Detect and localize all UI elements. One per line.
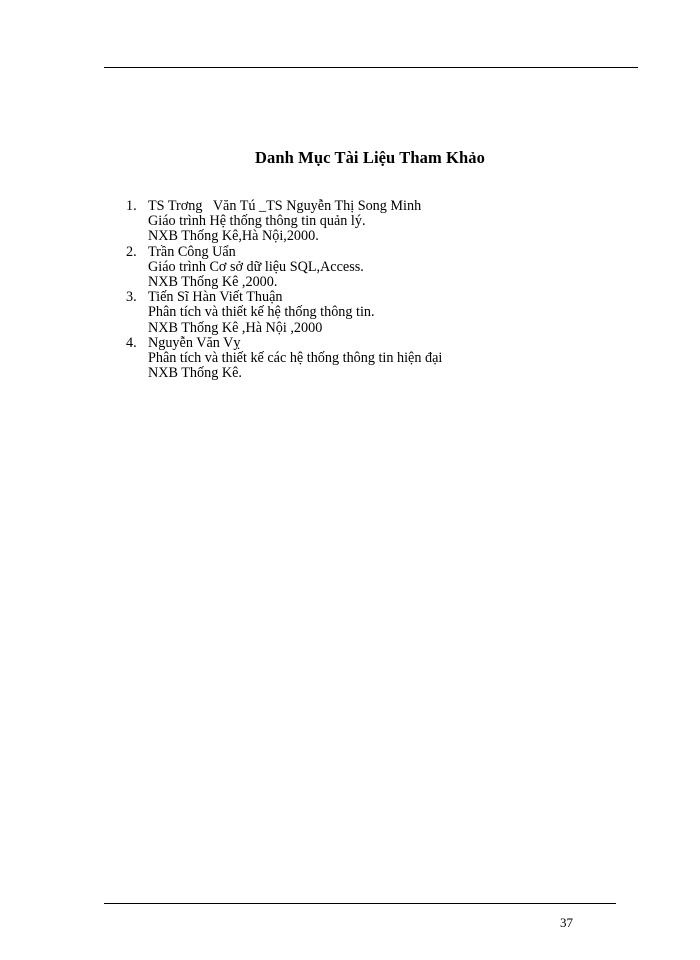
page-number: 37 (560, 915, 573, 930)
reference-number: 4. (126, 334, 137, 351)
reference-author: TS Trơng Văn Tú _TS Nguyễn Thị Song Minh (148, 198, 422, 214)
reference-number: 1. (126, 198, 137, 214)
reference-item-2 (126, 243, 442, 291)
reference-title: Giáo trình Cơ sở dữ liệu SQL,Access. (148, 258, 364, 275)
reference-publisher: NXB Thống Kê ,2000. (148, 274, 278, 291)
reference-title: Phân tích và thiết kế các hệ thống thông tin hiện đại (148, 350, 443, 367)
reference-author: Nguyễn Văn Vỵ (148, 334, 241, 351)
reference-item-1 (126, 198, 442, 245)
page-title-text: Danh Mục Tài Liệu Tham Khảo (255, 148, 485, 167)
reference-item-3 (126, 289, 442, 336)
reference-list (126, 198, 443, 382)
reference-number: 2. (126, 243, 137, 260)
reference-publisher: NXB Thống Kê,Hà Nội,2000. (148, 228, 319, 245)
header-rule (104, 67, 638, 68)
reference-title: Phân tích và thiết kế hệ thống thông tin. (148, 304, 375, 321)
reference-author: Tiến Sĩ Hàn Viết Thuận (148, 289, 283, 306)
reference-author: Trần Công Uẩn (148, 243, 236, 260)
page-title (0, 148, 700, 168)
reference-title: Giáo trình Hệ thống thông tin quản lý. (148, 213, 366, 230)
footer-rule (104, 903, 616, 904)
reference-publisher: NXB Thống Kê. (148, 365, 242, 382)
reference-item-4 (126, 334, 443, 382)
reference-publisher: NXB Thống Kê ,Hà Nội ,2000 (148, 319, 323, 336)
reference-number: 3. (126, 289, 137, 306)
